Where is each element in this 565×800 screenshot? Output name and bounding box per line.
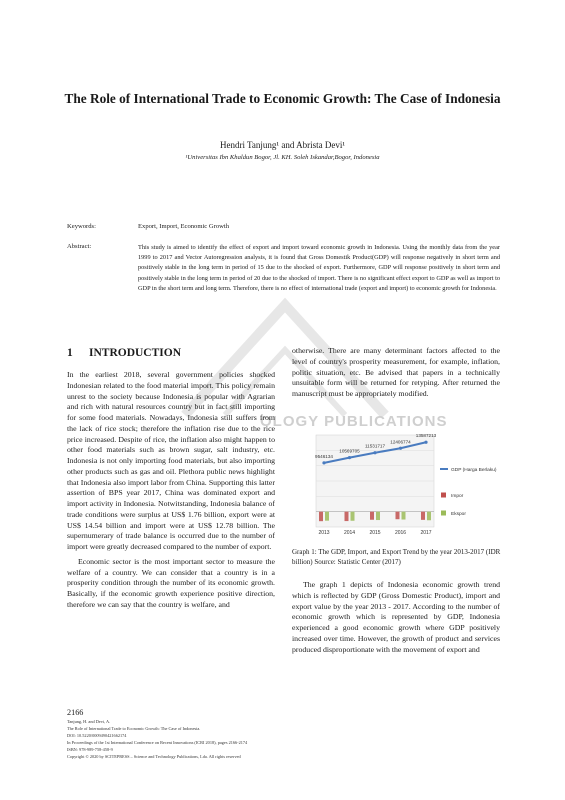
footer-line: The Role of International Trade to Economic Growth: The Case of Indonesia. (67, 725, 201, 731)
column-right-bottom (292, 580, 500, 655)
column-left (67, 370, 275, 611)
data-label: 9546134 (315, 453, 333, 459)
bar-export (376, 512, 380, 520)
footer-line: Tanjung, H. and Devi, A. (67, 719, 111, 724)
footer-line: ISBN: 978-989-758-458-9 (67, 746, 113, 752)
legend-label: Impor (451, 493, 464, 499)
footer-line: DOI: 10.5220/0009490421662174 (67, 732, 127, 738)
x-tick-label: 2015 (369, 530, 381, 536)
paragraph: Economic sector is the most important sector to measure the welfare of a country. We can consider that a country is in a prosperity condition through the number of its economic growth. Basically, if the economic growth experience positive direction, therefore we can say that the country is welfare, and (67, 556, 275, 609)
footer-line: In Proceedings of the 1st International Conference on Recent Innovations (ICRI 2018), pages 2166-2174 (67, 739, 248, 745)
keywords: Export, Import, Economic Growth (138, 223, 230, 230)
data-point-gdp (399, 447, 402, 450)
x-tick-label: 2013 (318, 530, 330, 536)
abstract: This study is aimed to identify the effect of export and import toward economic growth in Indonesia. Using the monthly data from the year 1999 to 2017 and Vector Autoregression analysis, it is found that Gross Domestik Product(GDP) will response negatively in short term and positively stable in the long term in period of 15 due to the shocked of export. Furthermore, GDP will response positively in short term and positively stable in the long term in period of 20 due to the shocked of import. There is no significant effect export to GDP as well as import to GDP in the short term and long term. Therefore, there is no effect of international trade (export and import) to economic growth for Indonesia. (138, 244, 500, 292)
bar-import (319, 512, 323, 522)
legend-swatch (441, 511, 446, 516)
citation-footer (67, 719, 247, 760)
paragraph: In the earliest 2018, several government policies shocked Indonesian related to the food material import. This policy remain unrest to the society because Indonesia is popular with Agrarian and rich with natural resources country but in fact still importing for some food materials. Nowadays, Indonesia still suffers from the lack of rice stock; therefore the inflation rise due to the rice price increased. Despite of rice, the inflation also might happen to other food materials such as brown sugar, salt industry, etc. Indonesia is not only importing food materials, but also importing other products such as gas and oil. Plethora public news highlight that Indonesia also import labor from China. Supporting this latter assertion of BPS year 2017, China was dominated export and import activity in Indonesia. Notwitstanding, Indonesia balance of trade conditions were surplus at US$ 1.76 billion, export were at US$ 14.54 billion and import were at US$ 12.78 billion. The supernumerary of trade balance is occurred due to the number of import were greatly decreased compared to the number of export. (67, 370, 275, 551)
authors: Hendri Tanjung¹ and Abrista Devi¹ (219, 140, 346, 150)
bar-export (351, 512, 355, 521)
data-point-gdp (373, 451, 376, 454)
bar-export (427, 512, 431, 521)
bar-import (421, 512, 425, 520)
gdp-import-export-chart (294, 429, 500, 541)
bar-import (345, 512, 349, 521)
legend-label: GDP (Harga Berlaku) (451, 467, 497, 473)
paper-title: The Role of International Trade to Economic Growth: The Case of Indonesia (64, 91, 501, 106)
page-number: 2166 (67, 708, 84, 717)
paragraph: The graph 1 depicts of Indonesia economic growth trend which is reflected by GDP (Gross Domestic Product), import and export value by the year 2013 - 2017. According to the number of economic growth which is represented by GDP, Indonesia experienced a good economic growth where GDP positively increased over time. However, the growth of product and services produced disproportionate with the movement of export and (292, 580, 500, 654)
x-tick-label: 2014 (343, 530, 356, 536)
data-point-gdp (322, 461, 325, 464)
affiliation: ¹Universitas Ibn Khaldun Bogor, Jl. KH. Soleh Iskandar,Bogor, Indonesia (185, 154, 380, 161)
paragraph: otherwise. There are many determinant factors affected to the level of country's prosperity measurement, for example, inflation, politic situation, etc. Be advised that papers in a technically unsuitable form will be returned for retyping. After returned the manuscript must be appropriately modified. (292, 346, 500, 398)
abstract-label: Abstract: (67, 243, 92, 250)
data-point-gdp (348, 456, 351, 459)
section-heading (67, 347, 181, 359)
footer-line: Copyright © 2020 by SCITEPRESS – Science and Technology Publications, Lda. All rights reserved (67, 753, 241, 759)
data-label: 13587213 (415, 433, 437, 439)
column-right-top (292, 346, 500, 400)
watermark-text: OLOGY PUBLICATIONS (260, 413, 448, 430)
data-point-gdp (424, 441, 427, 444)
data-label: 11531717 (364, 443, 386, 449)
x-tick-label: 2016 (394, 530, 407, 536)
legend-label: Ekspor (451, 511, 466, 517)
bar-export (325, 512, 329, 521)
figure-caption: Graph 1: The GDP, Import, and Export Trend by the year 2013-2017 (IDR billion) Source: Statistic Center (2017) (292, 548, 501, 566)
section-number: 1 (67, 347, 73, 359)
data-label: 10569705 (339, 448, 360, 454)
legend-swatch (441, 493, 446, 498)
x-tick-label: 2017 (420, 530, 432, 536)
section-title: INTRODUCTION (89, 347, 182, 359)
bar-import (370, 512, 374, 520)
data-label: 12406774 (390, 439, 411, 445)
bar-export (402, 512, 406, 520)
keywords-label: Keywords: (67, 223, 96, 230)
bar-import (396, 512, 400, 520)
